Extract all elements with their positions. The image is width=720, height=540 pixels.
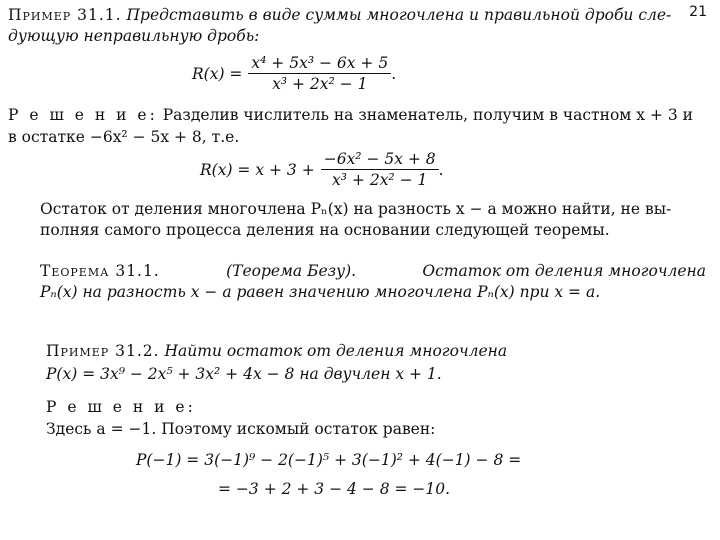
solution1-eq-end: . <box>438 160 444 179</box>
solution1-label: Р е ш е н и е: <box>8 106 158 124</box>
example1-statement-line2: дующую неправильную дробь: <box>8 27 260 45</box>
solution2-eq-line2: = −3 + 2 + 3 − 4 − 8 = −10. <box>218 480 451 498</box>
solution1-eq-denominator: x³ + 2x² − 1 <box>332 171 428 189</box>
theorem-line1-rest: Остаток от деления многочлена <box>422 262 706 280</box>
solution1-text-line1: Разделив числитель на знаменатель, получим в частном x + 3 и <box>162 106 693 124</box>
solution1-text-line2: в остатке −6x² − 5x + 8, т.е. <box>8 128 240 146</box>
example1-line1 <box>8 6 671 24</box>
solution1-eq-numerator: −6x² − 5x + 8 <box>321 150 439 170</box>
example1-eq-end: . <box>391 64 397 83</box>
example1-header-label: Пример 31.1. <box>8 6 122 24</box>
example1-eq-denominator: x³ + 2x² − 1 <box>272 75 368 93</box>
example2-line1 <box>46 342 507 360</box>
solution2-label: Р е ш е н и е: <box>46 398 196 416</box>
example2-statement-line2: P(x) = 3x⁹ − 2x⁵ + 3x² + 4x − 8 на двучлен x + 1. <box>46 365 442 383</box>
example1-statement-line1: Представить в виде суммы многочлена и правильной дроби сле- <box>126 6 672 24</box>
theorem-line1 <box>40 262 706 280</box>
example2-header-label: Пример 31.2. <box>46 342 160 360</box>
solution2-text-line1: Здесь a = −1. Поэтому искомый остаток равен: <box>46 420 436 438</box>
theorem-title: (Теорема Безу). <box>226 262 357 280</box>
example2-statement-line1: Найти остаток от деления многочлена <box>164 342 508 360</box>
theorem-block <box>40 262 706 301</box>
solution1-eq-fraction <box>321 150 439 189</box>
example1-eq-numerator: x⁴ + 5x³ − 6x + 5 <box>248 54 391 74</box>
solution2-eq-line1: P(−1) = 3(−1)⁹ − 2(−1)⁵ + 3(−1)² + 4(−1) − 8 = <box>136 451 522 469</box>
example1-eq-lhs: R(x) = <box>192 64 243 83</box>
page-number: 21 <box>686 3 710 21</box>
theorem-line2: Pₙ(x) на разность x − a равен значению многочлена Pₙ(x) при x = a. <box>40 283 601 301</box>
remark-line1: Остаток от деления многочлена Pₙ(x) на разность x − a можно найти, не вы- <box>40 200 672 218</box>
remark-line2: полняя самого процесса деления на основании следующей теоремы. <box>40 221 610 239</box>
example1-equation <box>192 54 396 93</box>
example1-eq-fraction <box>248 54 391 93</box>
theorem-label: Теорема 31.1. <box>40 262 160 280</box>
solution1-equation <box>200 150 444 189</box>
solution1-line1 <box>8 106 693 124</box>
solution1-eq-lhs: R(x) = x + 3 + <box>200 160 315 179</box>
